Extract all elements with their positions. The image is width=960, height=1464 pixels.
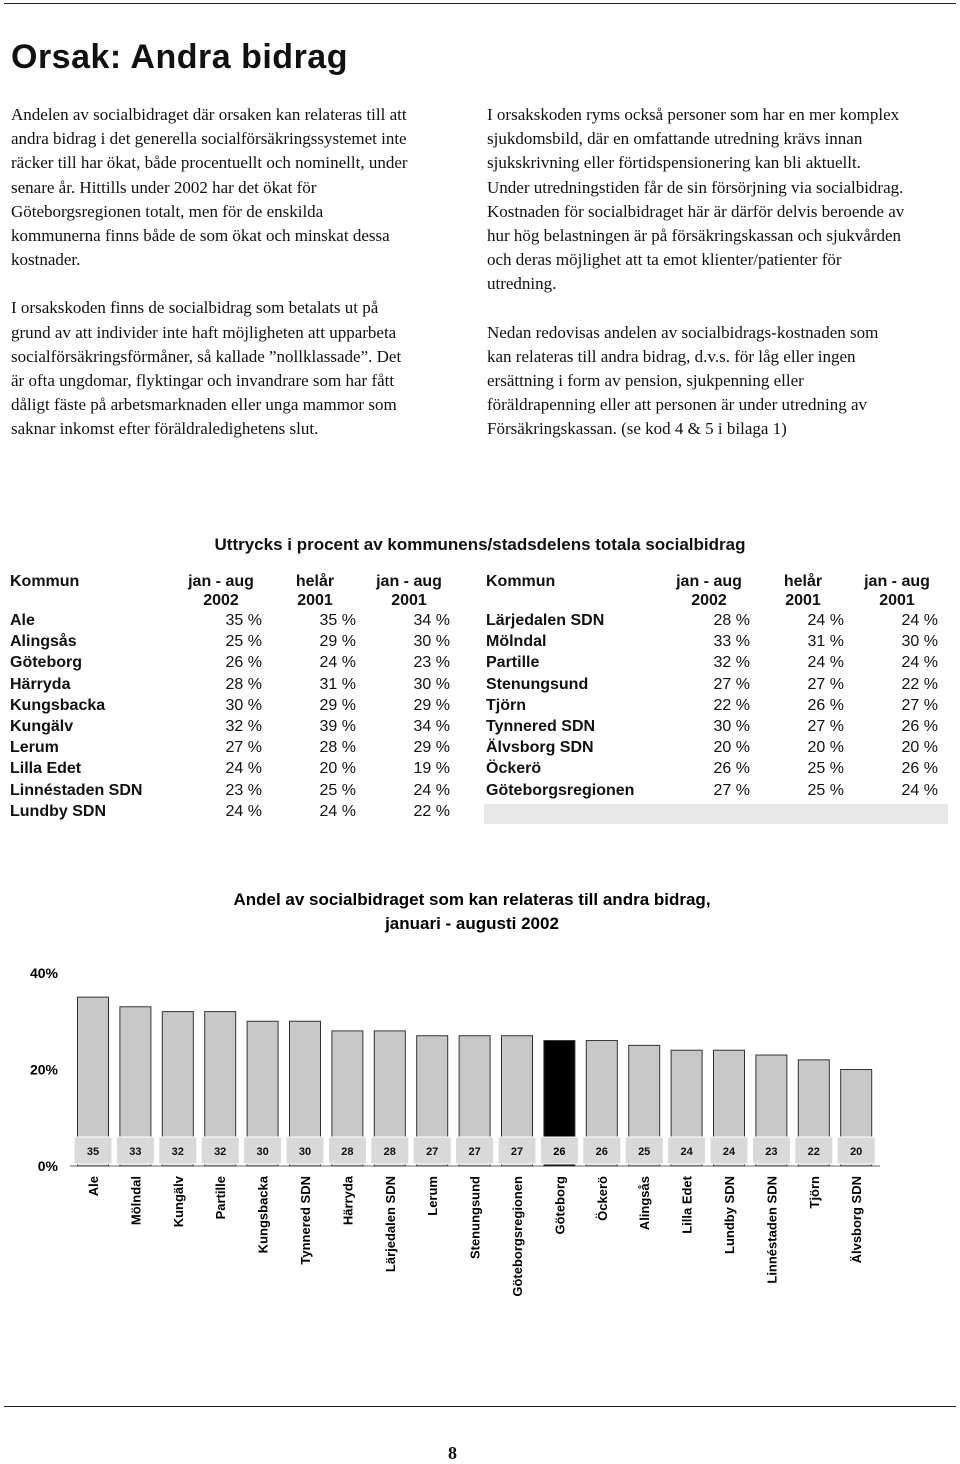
x-tick-label: Härryda bbox=[340, 1176, 356, 1226]
percent-cell: 31 % bbox=[807, 633, 844, 651]
table-row bbox=[484, 695, 944, 716]
percent-cell: 24 % bbox=[807, 612, 844, 629]
x-tick-label: Ale bbox=[86, 1176, 101, 1197]
bar-value-label: 20 bbox=[850, 1146, 863, 1158]
page-title: Orsak: Andra bidrag bbox=[11, 38, 348, 76]
percent-cell: 35 % bbox=[225, 612, 262, 629]
percent-cell: 33 % bbox=[713, 633, 750, 651]
page-number: 8 bbox=[448, 1443, 457, 1463]
table-row bbox=[8, 610, 456, 631]
column-header-jan-aug-2001: jan - aug bbox=[376, 573, 442, 590]
percent-cell: 26 % bbox=[901, 718, 938, 736]
municipality-name: Tjörn bbox=[486, 696, 526, 714]
x-tick-label: Göteborg bbox=[552, 1176, 568, 1235]
percent-cell: 25 % bbox=[807, 760, 844, 778]
bar-value-label: 27 bbox=[426, 1146, 439, 1158]
percent-cell: 39 % bbox=[319, 718, 356, 736]
percent-cell: 30 % bbox=[413, 675, 450, 693]
table-row bbox=[8, 780, 456, 801]
municipality-name: Tynnered SDN bbox=[486, 718, 596, 736]
municipality-name: Lilla Edet bbox=[10, 760, 82, 778]
x-tick-label: Linnéstaden SDN bbox=[764, 1176, 780, 1284]
percent-cell: 20 % bbox=[319, 760, 356, 778]
municipality-name: Mölndal bbox=[486, 633, 547, 651]
percent-cell: 26 % bbox=[901, 760, 938, 778]
top-rule bbox=[4, 3, 956, 4]
column-header-kommun: Kommun bbox=[486, 573, 556, 590]
column-header-year: 2001 bbox=[879, 592, 915, 609]
percent-cell: 26 % bbox=[807, 696, 844, 714]
percent-cell: 32 % bbox=[225, 718, 262, 736]
table-header-row bbox=[484, 591, 944, 610]
bar-value-label: 30 bbox=[256, 1146, 269, 1158]
percent-cell: 28 % bbox=[713, 612, 750, 629]
percent-cell: 25 % bbox=[807, 781, 844, 799]
column-header-helar-2001: helår bbox=[783, 573, 823, 590]
percent-cell: 20 % bbox=[901, 739, 938, 757]
percent-cell: 27 % bbox=[807, 675, 844, 693]
header-spacer bbox=[484, 591, 662, 610]
percent-cell: 30 % bbox=[713, 718, 750, 736]
municipality-name: Härryda bbox=[10, 675, 71, 693]
percent-cell: 24 % bbox=[319, 802, 356, 820]
municipality-name: Kungsbacka bbox=[10, 696, 106, 714]
bar-value-label: 24 bbox=[680, 1146, 693, 1158]
x-tick-label: Tynnered SDN bbox=[298, 1176, 313, 1265]
percent-cell: 22 % bbox=[413, 802, 450, 820]
bottom-rule bbox=[4, 1406, 956, 1407]
percent-cell: 29 % bbox=[413, 739, 450, 757]
municipality-name: Linnéstaden SDN bbox=[10, 781, 143, 799]
table-row bbox=[484, 758, 944, 779]
municipality-name: Kungälv bbox=[10, 718, 74, 736]
paragraph: Andelen av socialbidraget där orsaken kan relateras till att andra bidrag i det generella socialförsäkringssystemet inte räcker till har ökat, både procentuellt och nominellt, under senare år. Hittills under 2002 har det ökat för Göteborgsregionen totalt, men för de enskilda kommunerna finns både de som ökat och minskat dessa kostnader. bbox=[11, 105, 408, 270]
percent-cell: 28 % bbox=[319, 739, 356, 757]
bar-value-label: 26 bbox=[595, 1146, 608, 1158]
municipality-name: Älvsborg SDN bbox=[486, 739, 594, 757]
percent-cell: 23 % bbox=[225, 781, 262, 799]
percent-cell: 35 % bbox=[319, 612, 356, 629]
table-row bbox=[8, 695, 456, 716]
percent-cell: 24 % bbox=[901, 612, 938, 629]
percent-cell: 24 % bbox=[319, 654, 356, 672]
municipality-name: Lundby SDN bbox=[10, 802, 106, 820]
bar-chart bbox=[0, 880, 960, 1330]
percent-cell: 31 % bbox=[319, 675, 356, 693]
percent-cell: 24 % bbox=[225, 802, 262, 820]
percent-cell: 24 % bbox=[807, 654, 844, 672]
table-row bbox=[8, 737, 456, 758]
percent-cell: 23 % bbox=[413, 654, 450, 672]
percent-cell: 22 % bbox=[713, 696, 750, 714]
x-tick-label: Lilla Edet bbox=[679, 1176, 695, 1234]
bar-value-label: 24 bbox=[722, 1146, 736, 1158]
bar-value-label: 28 bbox=[383, 1146, 396, 1158]
paragraph: I orsakskoden finns de socialbidrag som betalats ut på grund av att individer inte haft möjligheten att upparbeta socialförsäkringsförmåner, så kallade ”nollklassade”. Det är ofta ungdomar, flyktingar och invandrare som har fått dåligt fäste på arbetsmarknaden eller unga mammor som saknar inkomst efter föräldraledighetens slut. bbox=[11, 298, 402, 439]
table-row bbox=[484, 737, 944, 758]
table-row bbox=[484, 631, 944, 652]
table-row bbox=[8, 716, 456, 737]
percent-cell: 30 % bbox=[901, 633, 938, 651]
column-header-jan-aug-2002: jan - aug bbox=[676, 573, 742, 590]
paragraph: I orsakskoden ryms också personer som har en mer komplex sjukdomsbild, där en omfattande utredning krävs innan sjukskrivning eller förtidspensionering kan bli aktuellt. Under utredningstiden får de sin försörjning via socialbidrag. Kostnaden för socialbidraget här är därför delvis beroende av hur hög belastningen är på försäkringskassan och sjukvården och deras möjlighet att ta emot klienter/patienter för utredning. bbox=[487, 105, 905, 294]
percent-cell: 26 % bbox=[225, 654, 262, 672]
percent-cell: 29 % bbox=[319, 696, 356, 714]
table-filler bbox=[484, 804, 948, 824]
bar-value-label: 30 bbox=[298, 1146, 312, 1158]
municipality-name: Partille bbox=[486, 654, 540, 672]
percent-cell: 34 % bbox=[413, 718, 450, 736]
x-tick-label: Tjörn bbox=[806, 1176, 822, 1209]
bar-value-label: 35 bbox=[86, 1146, 100, 1158]
municipality-table-right bbox=[484, 572, 944, 801]
percent-cell: 20 % bbox=[713, 739, 750, 757]
table-row bbox=[484, 716, 944, 737]
table-row bbox=[8, 652, 456, 673]
column-header-year: 2001 bbox=[297, 592, 333, 609]
column-header-year: 2002 bbox=[203, 592, 239, 609]
x-tick-label: Göteborgsregionen bbox=[510, 1176, 525, 1297]
right-text-column bbox=[487, 103, 907, 466]
bar-value-label: 27 bbox=[510, 1146, 524, 1158]
table-row bbox=[8, 631, 456, 652]
table-row bbox=[484, 610, 944, 631]
column-header-jan-aug-2001: jan - aug bbox=[864, 573, 930, 590]
column-header-kommun: Kommun bbox=[10, 573, 80, 590]
x-tick-label: Öckerö bbox=[594, 1176, 610, 1221]
percent-cell: 32 % bbox=[713, 654, 750, 672]
percent-cell: 27 % bbox=[225, 739, 262, 757]
x-tick-label: Lundby SDN bbox=[722, 1176, 737, 1254]
percent-cell: 28 % bbox=[225, 675, 262, 693]
table-row bbox=[8, 758, 456, 779]
municipality-name: Göteborgsregionen bbox=[486, 781, 635, 799]
bar-value-label: 26 bbox=[553, 1146, 566, 1158]
table-header-row bbox=[8, 572, 456, 591]
column-header-helar-2001: helår bbox=[295, 573, 335, 590]
percent-cell: 22 % bbox=[901, 675, 938, 693]
column-header-jan-aug-2002: jan - aug bbox=[188, 573, 254, 590]
x-tick-label: Mölndal bbox=[128, 1176, 144, 1226]
municipality-name: Lerum bbox=[10, 739, 59, 757]
bar-value-label: 25 bbox=[638, 1146, 651, 1158]
y-tick-label: 20% bbox=[29, 1061, 58, 1078]
bar-value-label: 28 bbox=[341, 1146, 354, 1158]
percent-cell: 19 % bbox=[413, 760, 450, 778]
bar-value-label: 33 bbox=[129, 1146, 142, 1158]
bar-value-label: 23 bbox=[765, 1146, 778, 1158]
municipality-table-left bbox=[8, 572, 456, 822]
column-header-year: 2001 bbox=[391, 592, 427, 609]
x-tick-label: Älvsborg SDN bbox=[849, 1176, 865, 1264]
percent-cell: 27 % bbox=[713, 781, 750, 799]
municipality-name: Öckerö bbox=[486, 760, 542, 778]
column-header-year: 2001 bbox=[785, 592, 821, 609]
table-header-row bbox=[8, 591, 456, 610]
chart-title-line-2: januari - augusti 2002 bbox=[385, 914, 559, 933]
table-row bbox=[8, 801, 456, 822]
x-tick-label: Kungsbacka bbox=[255, 1176, 271, 1254]
x-tick-label: Alingsås bbox=[637, 1176, 653, 1231]
x-tick-label: Kungälv bbox=[170, 1176, 186, 1228]
percent-cell: 24 % bbox=[413, 781, 450, 799]
bar-value-label: 22 bbox=[807, 1146, 820, 1158]
percent-cell: 29 % bbox=[319, 633, 356, 651]
y-tick-label: 40% bbox=[29, 965, 58, 981]
percent-cell: 24 % bbox=[901, 654, 938, 672]
percent-cell: 20 % bbox=[807, 739, 844, 757]
percent-cell: 29 % bbox=[413, 696, 450, 714]
percent-cell: 30 % bbox=[225, 696, 262, 714]
percent-cell: 34 % bbox=[413, 612, 450, 629]
table-row bbox=[484, 674, 944, 695]
municipality-name: Stenungsund bbox=[486, 675, 589, 693]
percent-cell: 30 % bbox=[413, 633, 450, 651]
tables-caption: Uttrycks i procent av kommunens/stadsdelens totala socialbidrag bbox=[214, 535, 746, 554]
table-header-row bbox=[484, 572, 944, 591]
bar-value-label: 32 bbox=[171, 1146, 184, 1158]
x-tick-label: Lärjedalen SDN bbox=[382, 1176, 398, 1273]
municipality-name: Alingsås bbox=[10, 633, 77, 651]
y-tick-label: 0% bbox=[37, 1158, 58, 1174]
percent-cell: 27 % bbox=[713, 675, 750, 693]
table-row bbox=[484, 780, 944, 801]
chart-title-line-1: Andel av socialbidraget som kan relateras till andra bidrag, bbox=[233, 890, 711, 909]
municipality-name: Ale bbox=[10, 612, 35, 629]
percent-cell: 27 % bbox=[901, 696, 938, 714]
paragraph: Nedan redovisas andelen av socialbidrags-kostnaden som kan relateras till andra bidrag, d.v.s. för låg eller ingen ersättning i form av pension, sjukpenning eller föräldrapenning eller att personen är under utredning av Försäkringskassan. (se kod 4 & 5 i bilaga 1) bbox=[487, 322, 879, 439]
percent-cell: 24 % bbox=[225, 760, 262, 778]
x-tick-label: Stenungsund bbox=[467, 1176, 483, 1260]
municipality-name: Lärjedalen SDN bbox=[486, 612, 605, 629]
chart-plot bbox=[30, 965, 880, 1297]
header-spacer bbox=[8, 591, 174, 610]
column-header-year: 2002 bbox=[691, 592, 727, 609]
x-tick-label: Lerum bbox=[425, 1176, 441, 1216]
bar-value-label: 27 bbox=[468, 1146, 481, 1158]
percent-cell: 25 % bbox=[319, 781, 356, 799]
bar-value-label: 32 bbox=[214, 1146, 227, 1158]
percent-cell: 25 % bbox=[225, 633, 262, 651]
percent-cell: 27 % bbox=[807, 718, 844, 736]
table-row bbox=[484, 652, 944, 673]
percent-cell: 24 % bbox=[901, 781, 938, 799]
left-text-column bbox=[11, 103, 416, 466]
table-row bbox=[8, 674, 456, 695]
municipality-name: Göteborg bbox=[10, 654, 82, 672]
percent-cell: 26 % bbox=[713, 760, 750, 778]
x-tick-label: Partille bbox=[213, 1176, 229, 1220]
